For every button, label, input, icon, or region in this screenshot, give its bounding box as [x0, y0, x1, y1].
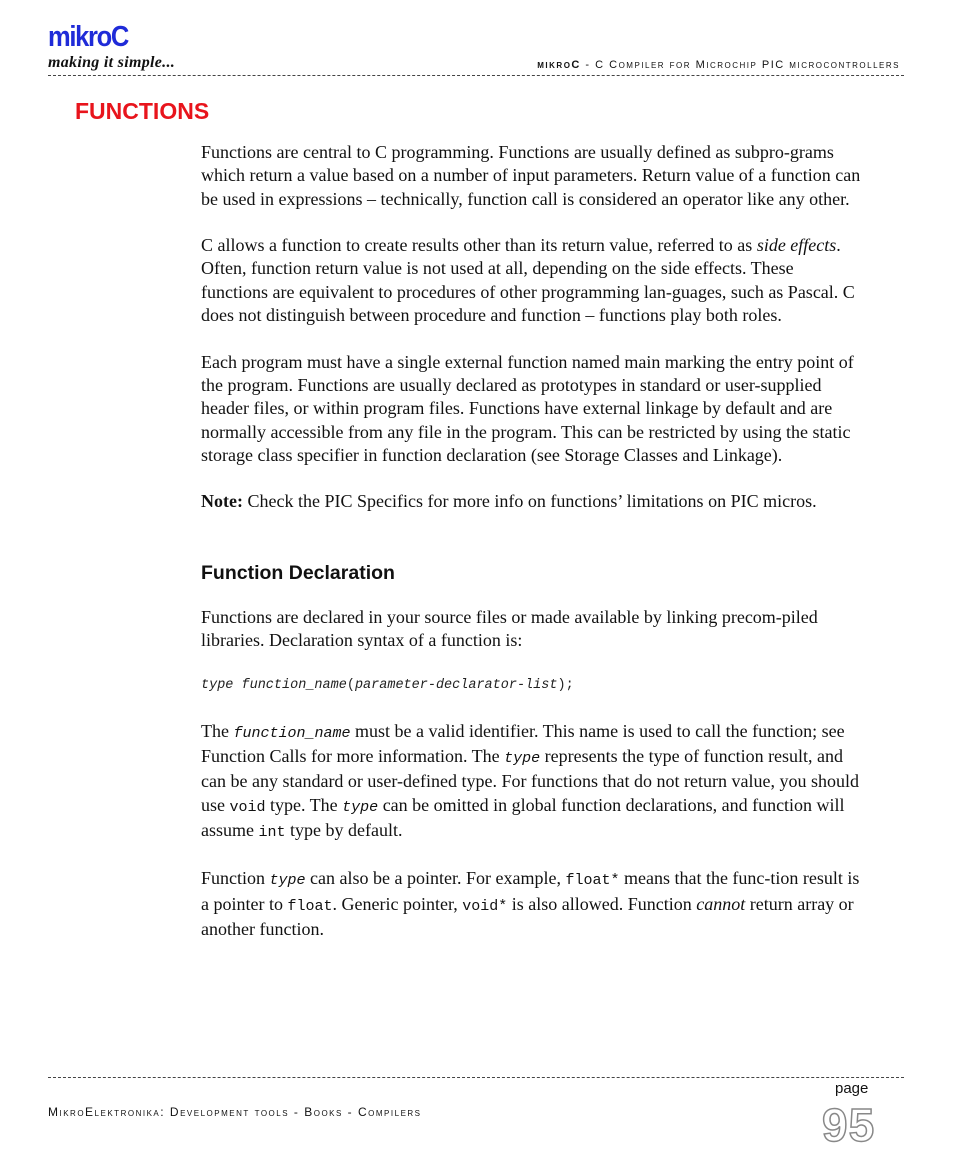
inline-code: type [504, 749, 541, 767]
paragraph [201, 867, 861, 941]
code-paren: ( [346, 677, 355, 693]
running-header-text: - C Compiler for Microchip PIC microcontrollers [580, 59, 900, 71]
inline-code: float* [565, 872, 620, 890]
code-close: ); [557, 677, 574, 693]
paragraph: Functions are central to C programming. Functions are usually defined as subpro-grams which return a value based on a number of input parameters. Return value of a function can be used in expressions – technically, function call is considered an operator like any other. [201, 142, 861, 209]
text: The [201, 720, 234, 741]
text: . Generic pointer, [332, 893, 463, 914]
note-paragraph [201, 490, 861, 513]
text: type. The [265, 794, 343, 815]
paragraph [201, 720, 861, 844]
body-content [201, 141, 861, 965]
note-label: Note: [201, 491, 243, 512]
page-label: page [835, 1080, 869, 1097]
page-number: 95 [822, 1099, 876, 1151]
text: Function [201, 868, 270, 889]
text: can also be a pointer. For example, [305, 868, 566, 889]
running-header-brand: mikroC [537, 59, 581, 71]
text: can be omitted in global function declarations, and function will assume [201, 794, 845, 840]
inline-code: void* [462, 897, 508, 915]
code-syntax [201, 676, 861, 696]
subsection-title: Function Declaration [201, 561, 395, 584]
note-text: Check the PIC Specifics for more info on functions’ limitations on PIC micros. [242, 491, 817, 512]
text: must be a valid identifier. This name is used to call the function; see Function Calls for more information. The [201, 720, 845, 766]
tagline: making it simple... [48, 54, 176, 71]
footer-divider [48, 1077, 904, 1078]
paragraph: Each program must have a single external function named main marking the entry point of the program. Functions are usually declared as prototypes in standard or user-supplied header files, or within program files. Functions have external linkage by default and are normally accessible from any file in the program. This can be restricted by using the static storage class specifier in function declaration (see Storage Classes and Linkage). [201, 351, 854, 465]
text: C allows a function to create results other than its return value, referred to as [201, 235, 757, 256]
text: represents the type of function result, and can be any standard or user-defined type. For functions that do not return value, you should use [201, 745, 859, 815]
text: type by default. [285, 819, 403, 840]
text: means that the func-tion result is a pointer to [201, 868, 860, 914]
emphasis: cannot [696, 893, 746, 914]
paragraph: Functions are declared in your source files or made available by linking precom-piled libraries. Declaration syntax of a function is: [201, 606, 818, 651]
text: . Often, function return value is not used at all, depending on the side effects. These functions are equivalent to procedures of other programming lan-guages, such as Pascal. C does not distinguish between procedure and function – functions play both roles. [201, 235, 855, 326]
logo: mikroC [48, 21, 129, 53]
running-header [537, 58, 900, 72]
section-title: FUNCTIONS [75, 98, 210, 124]
emphasis: side effects [756, 235, 837, 256]
inline-code: void [229, 798, 266, 816]
footer-text: MikroElektronika: Development tools - Books - Compilers [48, 1105, 422, 1119]
inline-code: type [342, 798, 379, 816]
text: return array or another function. [201, 893, 854, 940]
code-type: type function_name [201, 677, 347, 693]
inline-code: float [287, 897, 333, 915]
code-params: parameter-declarator-list [354, 677, 558, 693]
inline-code: function_name [233, 724, 351, 742]
paragraph [201, 234, 861, 327]
inline-code: type [269, 872, 306, 890]
inline-code: int [258, 823, 286, 841]
header-divider [48, 75, 904, 76]
text: is also allowed. Function [507, 893, 697, 914]
